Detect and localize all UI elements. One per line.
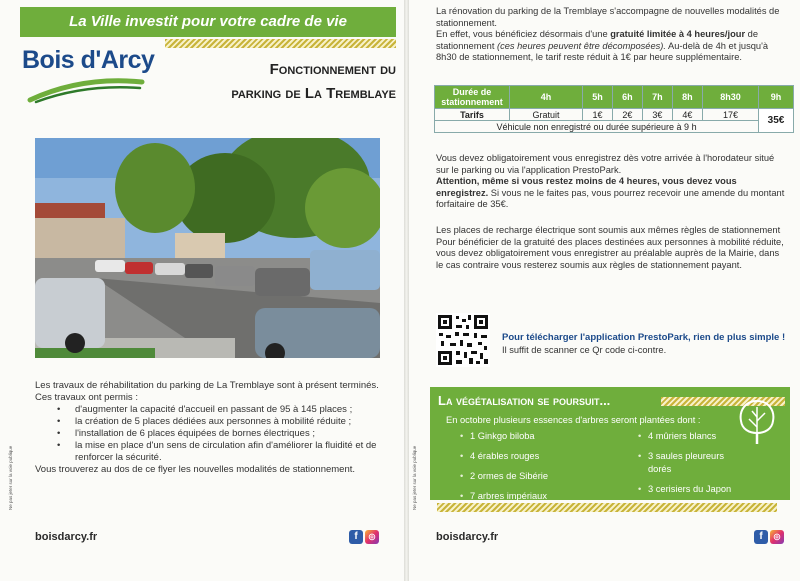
table-cell: 1€ — [582, 109, 612, 121]
vegetation-intro: En octobre plusieurs essences d'arbres seront plantées dont : — [446, 415, 701, 425]
instagram-icon[interactable]: ◎ — [365, 530, 379, 544]
table-cell-9h: 35€ — [759, 109, 794, 133]
qr-code-icon[interactable] — [436, 313, 490, 367]
hatch-divider — [165, 39, 396, 48]
works-list — [57, 404, 380, 464]
list-item: • 1 Ginkgo biloba — [460, 430, 620, 443]
table-cell: 2€ — [612, 109, 642, 121]
table-header-cell: 4h — [510, 86, 583, 109]
table-note: Véhicule non enregistré ou durée supérieure à 9 h — [435, 121, 759, 133]
table-cell: 17€ — [702, 109, 758, 121]
registration-text: Vous devez obligatoirement vous enregistrez dès votre arrivée à l'horodateur situé sur le parking ou via l'application PrestoPark. Attention, même si vous restez moins de 4 heures, vous devez vous enregistrez. Si vous ne le faites pas, vous pourrez recevoir une amende du montant forfaitaire de 35€. — [436, 153, 785, 210]
table-header-label: Durée de stationnement — [435, 86, 510, 109]
instagram-icon[interactable]: ◎ — [770, 530, 784, 544]
header-banner: La Ville investit pour votre cadre de vie — [20, 7, 396, 37]
logo-swoosh-icon — [22, 74, 152, 104]
list-item: • 7 arbres impériaux — [460, 490, 620, 503]
facebook-icon[interactable]: f — [754, 530, 768, 544]
social-icons — [349, 530, 379, 544]
tarif-table — [434, 85, 794, 133]
table-header-cell: 9h — [759, 86, 794, 109]
list-item: • 4 mûriers blancs — [638, 430, 748, 443]
qr-title: Pour télécharger l'application PrestoPark, rien de plus simple ! — [502, 332, 786, 343]
list-item: • 4 érables rouges — [460, 450, 620, 463]
table-cell: Gratuit — [510, 109, 583, 121]
table-header-row — [435, 86, 794, 109]
list-item: • 2 ormes de Sibérie — [460, 470, 620, 483]
side-note: Ne pas jeter sur la voie publique — [8, 445, 13, 510]
table-row-label: Tarifs — [435, 109, 510, 121]
table-header-cell: 5h — [582, 86, 612, 109]
logo-text: Bois d'Arcy — [22, 46, 155, 74]
tree-list-1 — [460, 430, 620, 510]
facebook-icon[interactable]: f — [349, 530, 363, 544]
parking-photo — [35, 138, 380, 358]
table-header-cell: 7h — [642, 86, 672, 109]
special-places-text: Les places de recharge électrique sont soumis aux mêmes règles de stationnement Pour bénéficier de la gratuité des places destinées aux personnes à mobilité réduite, vous devez obligatoirement vous enregistrer au préalable auprès de la Mairie, dans le cas contraire vous resterez soumis aux règles de stationnement payant. — [436, 225, 784, 270]
vegetation-title: La végétalisation se poursuit... — [438, 393, 611, 408]
list-item: • 3 cerisiers du Japon — [638, 483, 748, 496]
tree-icon — [732, 397, 782, 447]
list-item: • l'installation de 6 places équipées de bornes électriques ; — [57, 428, 380, 440]
city-logo — [22, 46, 155, 104]
table-row — [435, 109, 794, 121]
list-item: • la création de 5 places dédiées aux personnes à mobilité réduite ; — [57, 416, 380, 428]
table-cell: 3€ — [642, 109, 672, 121]
intro-text: Les travaux de réhabilitation du parking de La Tremblaye sont à présent terminés. Ces travaux ont permis : • d'augmenter la capacité d'accueil en passant de 95 à 145 places ; • la création de 5 places dédiées aux personnes à mobilité réduite ; • l'installation de 6 places équipées de bornes électriques ; • la mise en place d'un sens de circulation afin d'améliorer la fluidité et de renforcer la sécurité. Vous trouverez au dos de ce flyer les nouvelles modalités de stationnement. — [35, 380, 380, 476]
footer-url[interactable]: boisdarcy.fr — [35, 531, 98, 543]
vegetation-box — [430, 387, 790, 500]
side-note: Ne pas jeter sur la voie publique — [412, 445, 417, 510]
list-item: • la mise en place d'un sens de circulation afin d'améliorer la fluidité et de renforcer la sécurité. — [57, 440, 380, 464]
list-item: • 3 saules pleureurs dorés — [638, 450, 748, 476]
table-header-cell: 6h — [612, 86, 642, 109]
table-row — [435, 121, 794, 133]
page-title: Fonctionnement du parking de La Tremblaye — [231, 61, 396, 102]
hatch-divider — [437, 503, 777, 512]
footer-url[interactable]: boisdarcy.fr — [436, 531, 499, 543]
social-icons — [754, 530, 784, 544]
table-header-cell: 8h — [672, 86, 702, 109]
table-cell: 4€ — [672, 109, 702, 121]
table-header-cell: 8h30 — [702, 86, 758, 109]
qr-subtitle: Il suffit de scanner ce Qr code ci-contre. — [502, 345, 667, 355]
list-item: • d'augmenter la capacité d'accueil en passant de 95 à 145 places ; — [57, 404, 380, 416]
parking-modalities-text: La rénovation du parking de la Tremblaye s'accompagne de nouvelles modalités de stationnement. En effet, vous bénéficiez désormais d'une gratuité limitée à 4 heures/jour de stationnement (ces heures peuvent être décomposées). Au-delà de 4h et jusqu'à 8h30 de stationnement, le tarif reste réduit à 1€ par heure supplémentaire. — [436, 6, 780, 63]
